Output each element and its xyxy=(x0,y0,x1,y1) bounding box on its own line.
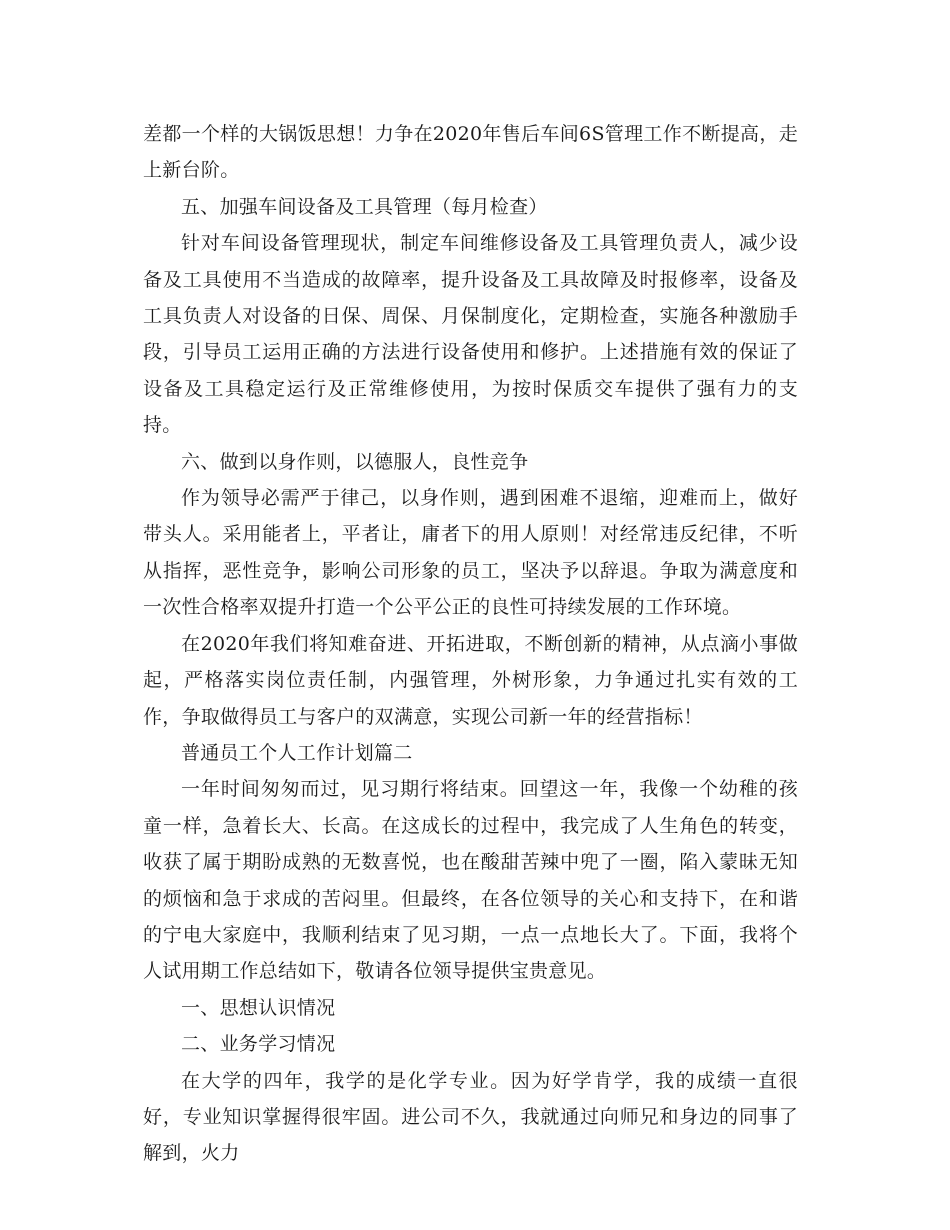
paragraph-equipment: 针对车间设备管理现状，制定车间维修设备及工具管理负责人，减少设备及工具使用不当造成的故障率，提升设备及工具故障及时报修率，设备及工具负责人对设备的日保、周保、月保制度化，定期检查，实施各种激励手段，引导员工运用正确的方法进行设备使用和修护。上述措施有效的保证了设备及工具稳定运行及正常维修使用，为按时保质交车提供了强有力的支持。 xyxy=(143,232,798,437)
section-heading-ideology: 一、思想认识情况 xyxy=(181,996,336,1019)
article-title-part-two: 普通员工个人工作计划篇二 xyxy=(181,741,413,764)
section-heading-leadership: 六、做到以身作则，以德服人，良性竞争 xyxy=(181,450,529,473)
paragraph-leadership: 作为领导必需严于律己，以身作则，遇到困难不退缩，迎难而上，做好带头人。采用能者上，平者让，庸者下的用人原则！对经常违反纪律，不听从指挥，恶性竞争，影响公司形象的员工，坚决予以辞退。争取为满意度和一次性合格率双提升打造一个公平公正的良性可持续发展的工作环境。 xyxy=(143,487,798,619)
section-heading-equipment: 五、加强车间设备及工具管理（每月检查） xyxy=(181,195,548,218)
paragraph-intro: 一年时间匆匆而过，见习期行将结束。回望这一年，我像一个幼稚的孩童一样，急着长大、长高。在这成长的过程中，我完成了人生角色的转变，收获了属于期盼成熟的无数喜悦，也在酸甜苦辣中兜了一圈，陷入蒙昧无知的烦恼和急于求成的苦闷里。但最终，在各位领导的关心和支持下，在和谐的宁电大家庭中，我顺利结束了见习期，一点一点地长大了。下面，我将个人试用期工作总结如下，敬请各位领导提供宝贵意见。 xyxy=(143,778,798,983)
paragraph-study: 在大学的四年，我学的是化学专业。因为好学肯学，我的成绩一直很好，专业知识掌握得很牢固。进公司不久，我就通过向师兄和身边的同事了解到，火力 xyxy=(143,1069,798,1165)
section-heading-study: 二、业务学习情况 xyxy=(181,1033,336,1056)
paragraph-continuation: 差都一个样的大锅饭思想！力争在2020年售后车间6S管理工作不断提高，走上新台阶。 xyxy=(143,123,798,182)
paragraph-outlook: 在2020年我们将知难奋进、开拓进取，不断创新的精神，从点滴小事做起，严格落实岗位责任制，内强管理，外树形象，力争通过扎实有效的工作，争取做得员工与客户的双满意，实现公司新一年的经营指标！ xyxy=(143,632,798,728)
